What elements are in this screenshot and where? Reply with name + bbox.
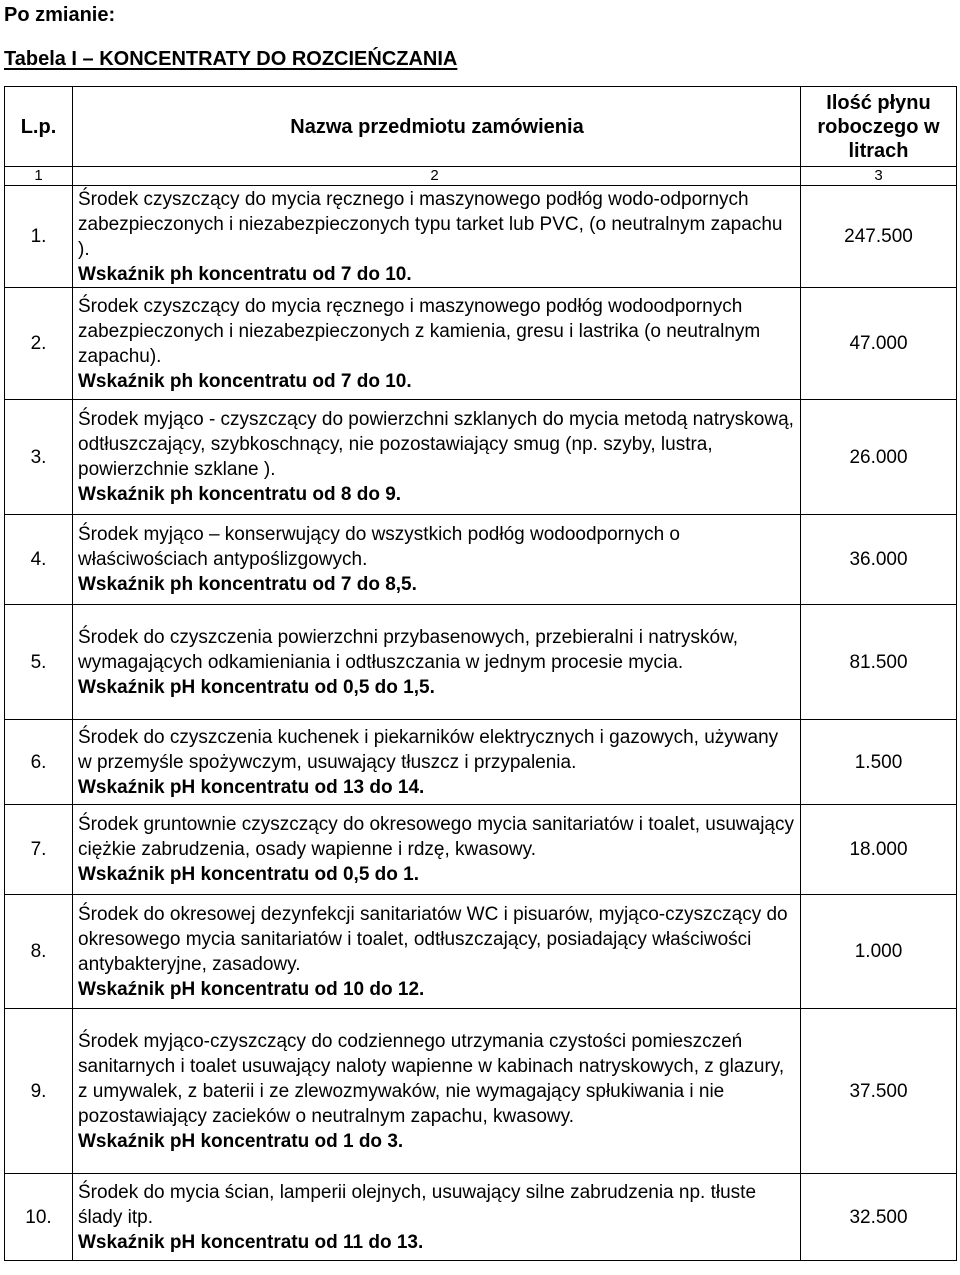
table-row: [5, 1174, 957, 1261]
header-lp: L.p.: [5, 87, 73, 167]
row-lp: 10.: [5, 1174, 73, 1261]
row-lp: 3.: [5, 400, 73, 515]
row-desc-text: Środek czyszczący do mycia ręcznego i maszynowego podłóg wodoodpornych zabezpieczonych i niezabezpieczonych z kamienia, gresu i lastrika (o neutralnym zapachu).: [78, 295, 761, 367]
row-ph-text: Wskaźnik pH koncentratu od 10 do 12.: [78, 978, 425, 1000]
table-row: [5, 1009, 957, 1174]
row-desc-text: Środek czyszczący do mycia ręcznego i maszynowego podłóg wodo-odpornych zabezpieczonych i niezabezpieczonych typu tarket lub PVC, (o neutralnym zapachu ).: [78, 188, 783, 260]
row-ph-text: Wskaźnik pH koncentratu od 11 do 13.: [78, 1231, 424, 1253]
row-description: [73, 186, 801, 288]
row-desc-text: Środek do czyszczenia kuchenek i piekarników elektrycznych i gazowych, używany w przemyśle spożywczym, usuwający tłuszcz i przypalenia.: [78, 726, 779, 773]
row-desc-text: Środek do mycia ścian, lamperii olejnych, usuwający silne zabrudzenia np. tłuste ślady itp.: [78, 1181, 757, 1228]
row-desc-text: Środek do okresowej dezynfekcji sanitariatów WC i pisuarów, myjąco-czyszczący do okresowego mycia sanitariatów i toalet, odtłuszczający, posiadający właściwości antybakteryjne, zasadowy.: [78, 903, 788, 975]
row-ph-text: Wskaźnik ph koncentratu od 7 do 10.: [78, 263, 412, 285]
row-qty: 1.000: [801, 895, 957, 1009]
row-desc-text: Środek gruntownie czyszczący do okresowego mycia sanitariatów i toalet, usuwający ciężkie zabrudzenia, osady wapienne i rdzę, kwasowy.: [78, 814, 794, 860]
row-lp: 5.: [5, 605, 73, 720]
table-row: [5, 186, 957, 288]
header-name: Nazwa przedmiotu zamówienia: [73, 87, 801, 167]
table-row: [5, 895, 957, 1009]
row-lp: 7.: [5, 805, 73, 895]
header-qty-text: Ilość płynu roboczego w litrach: [817, 91, 940, 162]
row-description: [73, 805, 801, 895]
row-qty: 47.000: [801, 288, 957, 400]
row-lp: 2.: [5, 288, 73, 400]
header-qty: [801, 87, 957, 167]
table-row: [5, 288, 957, 400]
table-row: [5, 805, 957, 895]
row-qty: 247.500: [801, 186, 957, 288]
page-heading: Po zmianie:: [4, 4, 116, 26]
row-ph-text: Wskaźnik pH koncentratu od 0,5 do 1.: [78, 864, 420, 885]
row-lp: 6.: [5, 720, 73, 805]
row-ph-text: Wskaźnik ph koncentratu od 8 do 9.: [78, 484, 402, 505]
row-description: [73, 605, 801, 720]
row-ph-text: Wskaźnik pH koncentratu od 1 do 3.: [78, 1130, 404, 1152]
row-lp: 9.: [5, 1009, 73, 1174]
products-table: [4, 86, 957, 1261]
row-qty: 37.500: [801, 1009, 957, 1174]
row-description: [73, 1009, 801, 1174]
table-row: [5, 400, 957, 515]
row-desc-text: Środek myjąco – konserwujący do wszystkich podłóg wodoodpornych o właściwościach antypoślizgowych.: [78, 524, 680, 570]
row-description: [73, 1174, 801, 1261]
col-number-1: 1: [5, 167, 73, 186]
row-desc-text: Środek do czyszczenia powierzchni przybasenowych, przebieralni i natrysków, wymagających odkamieniania i odtłuszczania w jednym procesie mycia.: [78, 626, 739, 673]
row-description: [73, 720, 801, 805]
row-qty: 36.000: [801, 515, 957, 605]
table-row: [5, 605, 957, 720]
row-qty: 26.000: [801, 400, 957, 515]
row-ph-text: Wskaźnik pH koncentratu od 13 do 14.: [78, 776, 425, 798]
row-desc-text: Środek myjąco - czyszczący do powierzchni szklanych do mycia metodą natryskową, odtłuszczający, szybkoschnący, nie pozostawiający smug (np. szyby, lustra, powierzchnie szklane ).: [78, 409, 794, 480]
row-qty: 18.000: [801, 805, 957, 895]
column-numbers-row: [5, 167, 957, 186]
row-description: [73, 400, 801, 515]
row-ph-text: Wskaźnik ph koncentratu od 7 do 10.: [78, 370, 412, 392]
header-row: [5, 87, 957, 167]
row-qty: 81.500: [801, 605, 957, 720]
table-row: [5, 720, 957, 805]
row-description: [73, 288, 801, 400]
row-description: [73, 895, 801, 1009]
row-desc-text: Środek myjąco-czyszczący do codziennego utrzymania czystości pomieszczeń sanitarnych i toalet usuwający naloty wapienne w kabinach natryskowych, z glazury, z umywalek, z baterii i ze zlewozmywaków, nie wymagający spłukiwania i nie pozostawiający zacieków o neutralnym zapachu, kwasowy.: [78, 1030, 785, 1127]
row-qty: 32.500: [801, 1174, 957, 1261]
table-row: [5, 515, 957, 605]
row-description: [73, 515, 801, 605]
row-qty: 1.500: [801, 720, 957, 805]
table-title: Tabela I – KONCENTRATY DO ROZCIEŃCZANIA: [4, 48, 458, 70]
row-ph-text: Wskaźnik ph koncentratu od 7 do 8,5.: [78, 574, 417, 595]
col-number-2: 2: [73, 167, 801, 186]
row-lp: 4.: [5, 515, 73, 605]
col-number-3: 3: [801, 167, 957, 186]
row-lp: 8.: [5, 895, 73, 1009]
row-ph-text: Wskaźnik pH koncentratu od 0,5 do 1,5.: [78, 676, 435, 698]
row-lp: 1.: [5, 186, 73, 288]
